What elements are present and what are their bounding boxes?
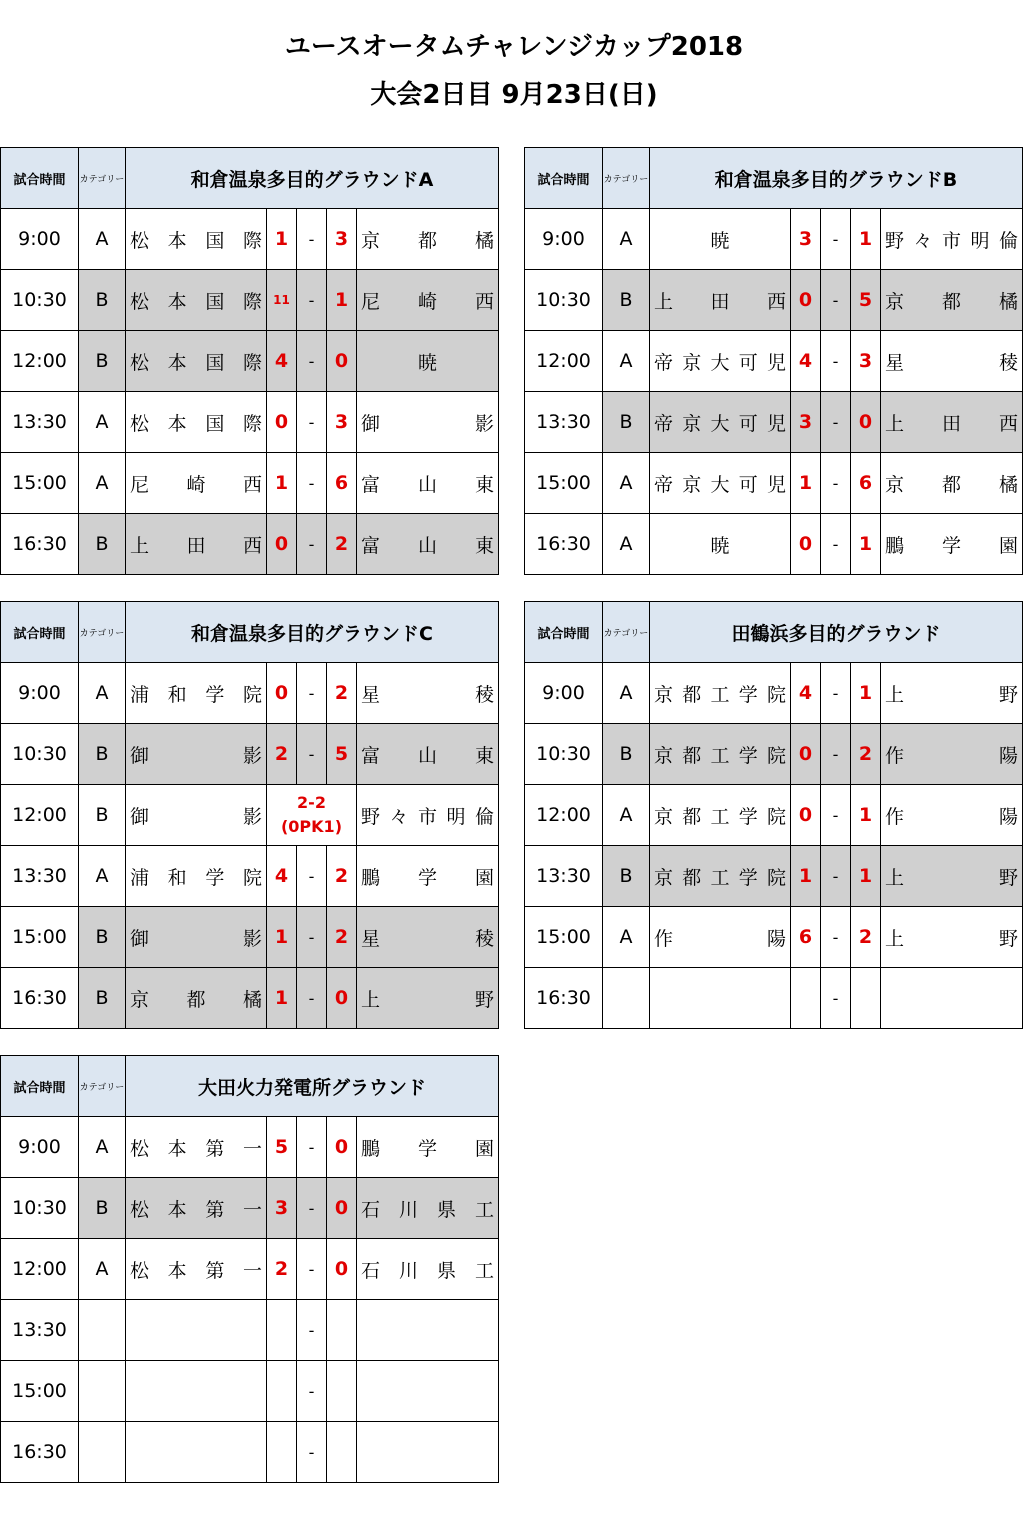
match-time: 16:30 xyxy=(1,968,79,1029)
match-time: 16:30 xyxy=(1,514,79,575)
page-title: ユースオータムチャレンジカップ2018 xyxy=(284,32,744,62)
home-score xyxy=(267,1422,297,1483)
away-score: 5 xyxy=(327,724,357,785)
match-row xyxy=(1,1239,499,1300)
away-team: 上野 xyxy=(881,907,1023,968)
time-header: 試合時間 xyxy=(525,148,603,209)
home-score: 5 xyxy=(267,1117,297,1178)
home-score: 2 xyxy=(267,1239,297,1300)
score-separator: - xyxy=(821,968,851,1029)
home-team xyxy=(126,1422,267,1483)
home-team: 帝京大可児 xyxy=(650,331,791,392)
match-category: B xyxy=(79,331,126,392)
match-time: 12:00 xyxy=(1,1239,79,1300)
score-separator: - xyxy=(821,514,851,575)
away-score: 1 xyxy=(851,514,881,575)
pk-line: (0PK1) xyxy=(280,817,342,836)
home-score: 1 xyxy=(267,453,297,514)
match-category: A xyxy=(79,209,126,270)
home-team: 帝京大可児 xyxy=(650,453,791,514)
ground-name: 和倉温泉多目的グラウンドA xyxy=(126,148,499,209)
away-score: 0 xyxy=(851,392,881,453)
score-line: 2-2 xyxy=(297,793,326,812)
match-category: A xyxy=(603,209,650,270)
home-score: 3 xyxy=(791,209,821,270)
match-time: 15:00 xyxy=(525,907,603,968)
home-score: 0 xyxy=(267,514,297,575)
away-score: 2 xyxy=(327,846,357,907)
home-team: 上田西 xyxy=(650,270,791,331)
away-team: 上野 xyxy=(357,968,499,1029)
away-team: 上野 xyxy=(881,663,1023,724)
ground-name: 大田火力発電所グラウンド xyxy=(126,1056,499,1117)
match-time: 16:30 xyxy=(525,514,603,575)
score-separator: - xyxy=(821,209,851,270)
match-category: B xyxy=(603,846,650,907)
score-separator: - xyxy=(297,663,327,724)
match-time: 13:30 xyxy=(1,846,79,907)
match-row xyxy=(1,785,499,846)
match-time: 15:00 xyxy=(1,1361,79,1422)
home-team: 京都工学院 xyxy=(650,663,791,724)
score-separator: - xyxy=(297,724,327,785)
match-row xyxy=(525,453,1023,514)
away-team: 星稜 xyxy=(357,907,499,968)
match-time: 10:30 xyxy=(1,1178,79,1239)
score-separator: - xyxy=(821,846,851,907)
home-score: 0 xyxy=(791,724,821,785)
match-time: 13:30 xyxy=(525,392,603,453)
match-result xyxy=(267,785,357,846)
home-score: 11 xyxy=(267,270,297,331)
time-header: 試合時間 xyxy=(1,1056,79,1117)
away-score xyxy=(327,1422,357,1483)
away-team: 石川県工 xyxy=(357,1239,499,1300)
match-row xyxy=(1,270,499,331)
score-separator: - xyxy=(821,453,851,514)
home-score: 0 xyxy=(267,392,297,453)
match-category: B xyxy=(79,1178,126,1239)
home-team: 御影 xyxy=(126,785,267,846)
score-separator: - xyxy=(821,331,851,392)
match-row xyxy=(525,785,1023,846)
table-header-row xyxy=(1,602,499,663)
home-team: 御影 xyxy=(126,907,267,968)
away-score xyxy=(327,1361,357,1422)
away-team: 作陽 xyxy=(881,724,1023,785)
home-team: 松本第一 xyxy=(126,1239,267,1300)
match-category: A xyxy=(603,331,650,392)
score-separator: - xyxy=(297,1361,327,1422)
match-category xyxy=(79,1361,126,1422)
home-team: 京都工学院 xyxy=(650,785,791,846)
match-row xyxy=(1,453,499,514)
score-separator: - xyxy=(297,514,327,575)
away-team: 野々市明倫 xyxy=(357,785,499,846)
match-row xyxy=(525,968,1023,1029)
match-category: B xyxy=(79,968,126,1029)
score-separator: - xyxy=(297,1422,327,1483)
away-team: 富山東 xyxy=(357,453,499,514)
away-team: 京都橘 xyxy=(881,270,1023,331)
ground-schedule-table xyxy=(524,147,1023,575)
match-time: 9:00 xyxy=(1,1117,79,1178)
score-separator: - xyxy=(297,331,327,392)
home-team: 浦和学院 xyxy=(126,846,267,907)
match-row xyxy=(525,209,1023,270)
score-separator: - xyxy=(297,270,327,331)
match-time: 12:00 xyxy=(1,785,79,846)
match-category: B xyxy=(603,724,650,785)
score-separator: - xyxy=(297,1300,327,1361)
away-team xyxy=(881,968,1023,1029)
match-row xyxy=(1,846,499,907)
home-score xyxy=(267,1361,297,1422)
match-time: 10:30 xyxy=(1,270,79,331)
match-row xyxy=(525,514,1023,575)
category-header: カテゴリー xyxy=(79,1056,126,1117)
home-team: 松本国際 xyxy=(126,392,267,453)
ground-name: 和倉温泉多目的グラウンドC xyxy=(126,602,499,663)
away-team: 石川県工 xyxy=(357,1178,499,1239)
match-category: A xyxy=(603,785,650,846)
away-score: 1 xyxy=(851,846,881,907)
away-team: 作陽 xyxy=(881,785,1023,846)
home-score: 1 xyxy=(267,968,297,1029)
away-score xyxy=(327,1300,357,1361)
match-category: A xyxy=(79,392,126,453)
table-header-row xyxy=(1,148,499,209)
match-time: 10:30 xyxy=(525,724,603,785)
away-score: 0 xyxy=(327,968,357,1029)
match-time: 12:00 xyxy=(1,331,79,392)
match-time: 12:00 xyxy=(525,331,603,392)
match-time: 15:00 xyxy=(1,453,79,514)
match-row xyxy=(1,514,499,575)
score-separator: - xyxy=(297,1239,327,1300)
match-category: B xyxy=(603,270,650,331)
match-time: 13:30 xyxy=(1,1300,79,1361)
time-header: 試合時間 xyxy=(1,602,79,663)
match-row xyxy=(1,968,499,1029)
match-row xyxy=(525,724,1023,785)
category-header: カテゴリー xyxy=(79,602,126,663)
home-team: 松本国際 xyxy=(126,331,267,392)
away-team xyxy=(357,1300,499,1361)
score-separator: - xyxy=(821,785,851,846)
table-header-row xyxy=(525,602,1023,663)
match-category: A xyxy=(79,453,126,514)
category-header: カテゴリー xyxy=(603,148,650,209)
home-team: 松本第一 xyxy=(126,1178,267,1239)
match-category: B xyxy=(79,907,126,968)
score-separator: - xyxy=(821,392,851,453)
match-category: B xyxy=(79,724,126,785)
match-row xyxy=(1,907,499,968)
away-score: 6 xyxy=(327,453,357,514)
match-row xyxy=(525,270,1023,331)
score-separator: - xyxy=(821,724,851,785)
home-team: 京都工学院 xyxy=(650,846,791,907)
match-row xyxy=(1,724,499,785)
score-separator: - xyxy=(297,846,327,907)
match-category: A xyxy=(603,453,650,514)
match-category: B xyxy=(79,514,126,575)
away-team: 御影 xyxy=(357,392,499,453)
match-category xyxy=(603,968,650,1029)
match-category xyxy=(79,1300,126,1361)
ground-schedule-table xyxy=(524,601,1023,1029)
match-row xyxy=(1,663,499,724)
home-team: 暁 xyxy=(650,514,791,575)
home-score: 1 xyxy=(267,209,297,270)
home-score: 4 xyxy=(267,846,297,907)
away-team: 暁 xyxy=(357,331,499,392)
away-team: 鵬学園 xyxy=(357,846,499,907)
ground-schedule-table xyxy=(0,1055,499,1483)
away-score: 3 xyxy=(327,392,357,453)
away-score: 2 xyxy=(851,907,881,968)
match-time: 13:30 xyxy=(1,392,79,453)
away-team: 野々市明倫 xyxy=(881,209,1023,270)
table-header-row xyxy=(525,148,1023,209)
match-time: 9:00 xyxy=(1,209,79,270)
away-score: 3 xyxy=(851,331,881,392)
home-score: 0 xyxy=(791,514,821,575)
away-team: 星稜 xyxy=(881,331,1023,392)
away-team: 富山東 xyxy=(357,514,499,575)
home-score: 4 xyxy=(791,331,821,392)
home-score: 0 xyxy=(791,785,821,846)
match-row xyxy=(1,392,499,453)
score-separator: - xyxy=(821,663,851,724)
match-time: 12:00 xyxy=(525,785,603,846)
ground-name: 和倉温泉多目的グラウンドB xyxy=(650,148,1023,209)
match-category: B xyxy=(79,785,126,846)
match-row xyxy=(1,209,499,270)
away-score: 0 xyxy=(327,1178,357,1239)
time-header: 試合時間 xyxy=(525,602,603,663)
home-score: 1 xyxy=(791,453,821,514)
away-team xyxy=(357,1422,499,1483)
home-team: 松本第一 xyxy=(126,1117,267,1178)
away-team: 上野 xyxy=(881,846,1023,907)
home-score: 4 xyxy=(791,663,821,724)
match-category: A xyxy=(79,1239,126,1300)
page-subtitle: 大会2日目 9月23日(日) xyxy=(370,80,658,110)
away-team: 星稜 xyxy=(357,663,499,724)
away-team: 京都橘 xyxy=(357,209,499,270)
match-time: 9:00 xyxy=(525,209,603,270)
away-score: 1 xyxy=(851,785,881,846)
away-score: 1 xyxy=(851,209,881,270)
table-header-row xyxy=(1,1056,499,1117)
ground-schedule-table xyxy=(0,601,499,1029)
away-score: 0 xyxy=(327,331,357,392)
score-separator: - xyxy=(297,209,327,270)
home-score: 1 xyxy=(791,846,821,907)
score-separator: - xyxy=(821,270,851,331)
away-team: 鵬学園 xyxy=(881,514,1023,575)
match-time: 16:30 xyxy=(1,1422,79,1483)
match-time: 10:30 xyxy=(1,724,79,785)
away-team: 京都橘 xyxy=(881,453,1023,514)
home-team: 尼崎西 xyxy=(126,453,267,514)
match-row xyxy=(1,1422,499,1483)
away-score xyxy=(851,968,881,1029)
home-score: 3 xyxy=(791,392,821,453)
match-row xyxy=(1,1361,499,1422)
match-row xyxy=(525,846,1023,907)
home-team: 松本国際 xyxy=(126,270,267,331)
away-team xyxy=(357,1361,499,1422)
home-score: 2 xyxy=(267,724,297,785)
match-time: 10:30 xyxy=(525,270,603,331)
score-separator: - xyxy=(297,392,327,453)
match-row xyxy=(1,1117,499,1178)
match-category xyxy=(79,1422,126,1483)
match-category: A xyxy=(603,907,650,968)
away-score: 2 xyxy=(327,663,357,724)
home-score: 1 xyxy=(267,907,297,968)
home-team xyxy=(650,968,791,1029)
home-score: 0 xyxy=(791,270,821,331)
score-separator: - xyxy=(297,453,327,514)
score-separator: - xyxy=(297,1117,327,1178)
away-team: 上田西 xyxy=(881,392,1023,453)
away-team: 鵬学園 xyxy=(357,1117,499,1178)
away-score: 3 xyxy=(327,209,357,270)
score-separator: - xyxy=(297,907,327,968)
away-score: 5 xyxy=(851,270,881,331)
home-team: 松本国際 xyxy=(126,209,267,270)
home-team: 帝京大可児 xyxy=(650,392,791,453)
match-category: B xyxy=(603,392,650,453)
ground-schedule-table xyxy=(0,147,499,575)
away-score: 0 xyxy=(327,1117,357,1178)
away-score: 6 xyxy=(851,453,881,514)
match-category: A xyxy=(79,846,126,907)
match-category: B xyxy=(79,270,126,331)
away-score: 2 xyxy=(851,724,881,785)
match-time: 15:00 xyxy=(525,453,603,514)
match-time: 15:00 xyxy=(1,907,79,968)
home-score xyxy=(267,1300,297,1361)
match-category: A xyxy=(603,514,650,575)
away-score: 1 xyxy=(851,663,881,724)
match-time: 13:30 xyxy=(525,846,603,907)
match-time: 16:30 xyxy=(525,968,603,1029)
home-score xyxy=(791,968,821,1029)
category-header: カテゴリー xyxy=(603,602,650,663)
score-separator: - xyxy=(297,968,327,1029)
match-row xyxy=(525,907,1023,968)
home-score: 3 xyxy=(267,1178,297,1239)
match-category: A xyxy=(79,663,126,724)
score-separator: - xyxy=(297,1178,327,1239)
home-team xyxy=(126,1361,267,1422)
away-score: 0 xyxy=(327,1239,357,1300)
score-separator: - xyxy=(821,907,851,968)
away-team: 尼崎西 xyxy=(357,270,499,331)
home-team: 京都橘 xyxy=(126,968,267,1029)
home-team: 作陽 xyxy=(650,907,791,968)
match-row xyxy=(1,1300,499,1361)
away-team: 富山東 xyxy=(357,724,499,785)
home-team: 上田西 xyxy=(126,514,267,575)
away-score: 2 xyxy=(327,907,357,968)
home-team: 京都工学院 xyxy=(650,724,791,785)
home-score: 4 xyxy=(267,331,297,392)
away-score: 2 xyxy=(327,514,357,575)
match-row xyxy=(1,331,499,392)
match-category: A xyxy=(603,663,650,724)
category-header: カテゴリー xyxy=(79,148,126,209)
home-score: 6 xyxy=(791,907,821,968)
match-row xyxy=(525,663,1023,724)
match-time: 9:00 xyxy=(1,663,79,724)
time-header: 試合時間 xyxy=(1,148,79,209)
home-team xyxy=(126,1300,267,1361)
match-row xyxy=(525,331,1023,392)
match-row xyxy=(525,392,1023,453)
home-team: 御影 xyxy=(126,724,267,785)
match-category: A xyxy=(79,1117,126,1178)
home-team: 浦和学院 xyxy=(126,663,267,724)
match-row xyxy=(1,1178,499,1239)
home-score: 0 xyxy=(267,663,297,724)
home-team: 暁 xyxy=(650,209,791,270)
ground-name: 田鶴浜多目的グラウンド xyxy=(650,602,1023,663)
match-time: 9:00 xyxy=(525,663,603,724)
away-score: 1 xyxy=(327,270,357,331)
